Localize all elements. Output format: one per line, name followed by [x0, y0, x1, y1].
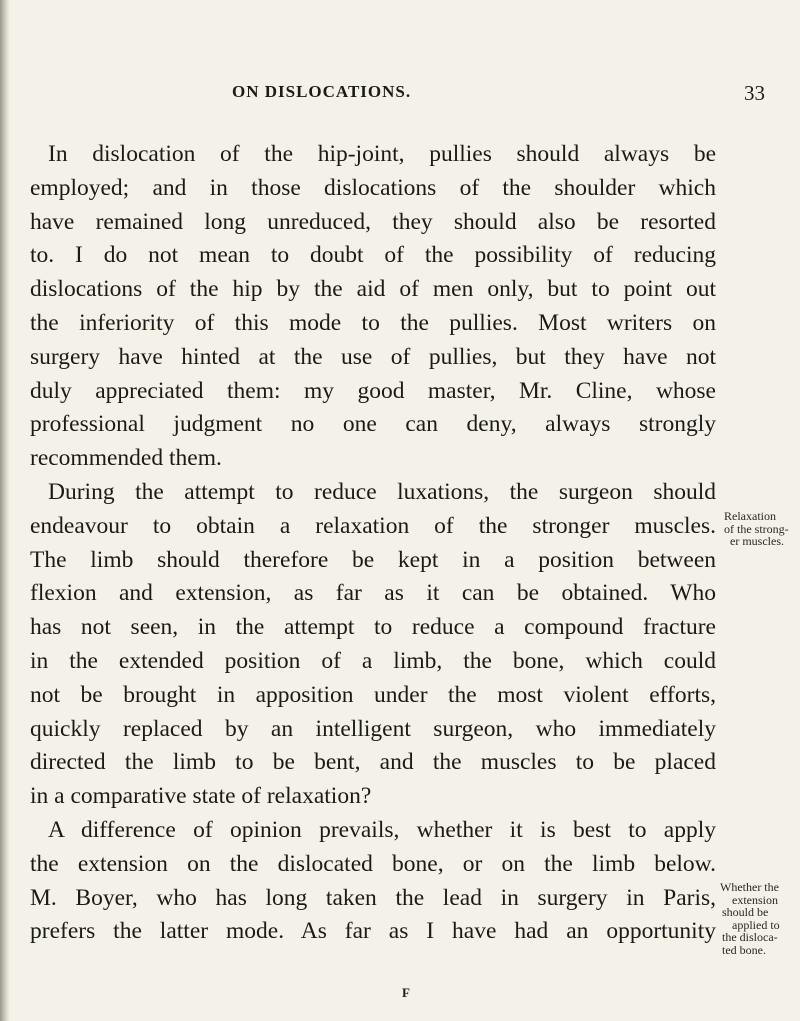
text-line: During the attempt to reduce luxations, the surgeon should — [48, 478, 716, 505]
margin-note-line: er muscles. — [730, 534, 784, 548]
text-line: The limb should therefore be kept in a position between — [30, 546, 716, 573]
margin-note-line: extension — [732, 892, 778, 907]
text-line: prefers the latter mode. As far as I have had an opportunity — [30, 918, 716, 945]
margin-note-line: applied to — [732, 917, 780, 932]
text-line: surgery have hinted at the use of pullies, but they have not — [30, 343, 716, 370]
text-line: not be brought in apposition under the most violent efforts, — [30, 681, 716, 708]
margin-note-line: Whether the — [720, 880, 779, 894]
paragraph-3 — [30, 814, 716, 949]
text-line: the extension on the dislocated bone, or on the limb below. — [30, 850, 716, 877]
text-line: A difference of opinion prevails, whether it is best to apply — [48, 816, 716, 843]
text-line: endeavour to obtain a relaxation of the stronger muscles. — [30, 512, 716, 539]
text-line: professional judgment no one can deny, always strongly — [30, 411, 716, 438]
page-number: 33 — [744, 81, 765, 105]
margin-note-line: should be — [722, 905, 769, 919]
body-text — [30, 138, 716, 949]
page-header — [0, 82, 800, 112]
signature-mark: F — [402, 985, 410, 1000]
margin-note-line: ted bone. — [722, 942, 766, 957]
text-line: duly appreciated them: my good master, Mr. Cline, whose — [30, 377, 716, 404]
text-line: recommended them. — [30, 445, 222, 472]
text-line: employed; and in those dislocations of the shoulder which — [30, 174, 716, 201]
text-line: to. I do not mean to doubt of the possibility of reducing — [30, 242, 716, 269]
margin-note-extension — [720, 881, 780, 956]
text-line: dislocations of the hip by the aid of men only, but to point out — [30, 276, 716, 303]
text-line: in a comparative state of relaxation? — [30, 783, 372, 810]
text-line: M. Boyer, who has long taken the lead in surgery in Paris, — [30, 884, 716, 911]
text-line: have remained long unreduced, they should also be resorted — [30, 208, 716, 235]
page-binding-edge — [0, 0, 10, 1021]
text-line: quickly replaced by an intelligent surgeon, who immediately — [30, 715, 716, 742]
running-head: ON DISLOCATIONS. — [232, 82, 412, 101]
margin-note-line: Relaxation — [724, 509, 776, 523]
text-line: the inferiority of this mode to the pullies. Most writers on — [30, 309, 716, 336]
text-line: flexion and extension, as far as it can be obtained. Who — [30, 580, 716, 607]
text-line: in the extended position of a limb, the bone, which could — [30, 647, 716, 674]
margin-note-line: the disloca- — [722, 930, 778, 944]
paragraph-1 — [30, 138, 716, 476]
margin-note-relaxation — [724, 510, 789, 548]
text-line: In dislocation of the hip-joint, pullies should always be — [48, 141, 716, 167]
margin-note-line: of the strong- — [724, 521, 789, 536]
text-line: directed the limb to be bent, and the muscles to be placed — [30, 749, 716, 776]
text-line: has not seen, in the attempt to reduce a compound fracture — [30, 614, 716, 641]
paragraph-2 — [30, 476, 716, 814]
